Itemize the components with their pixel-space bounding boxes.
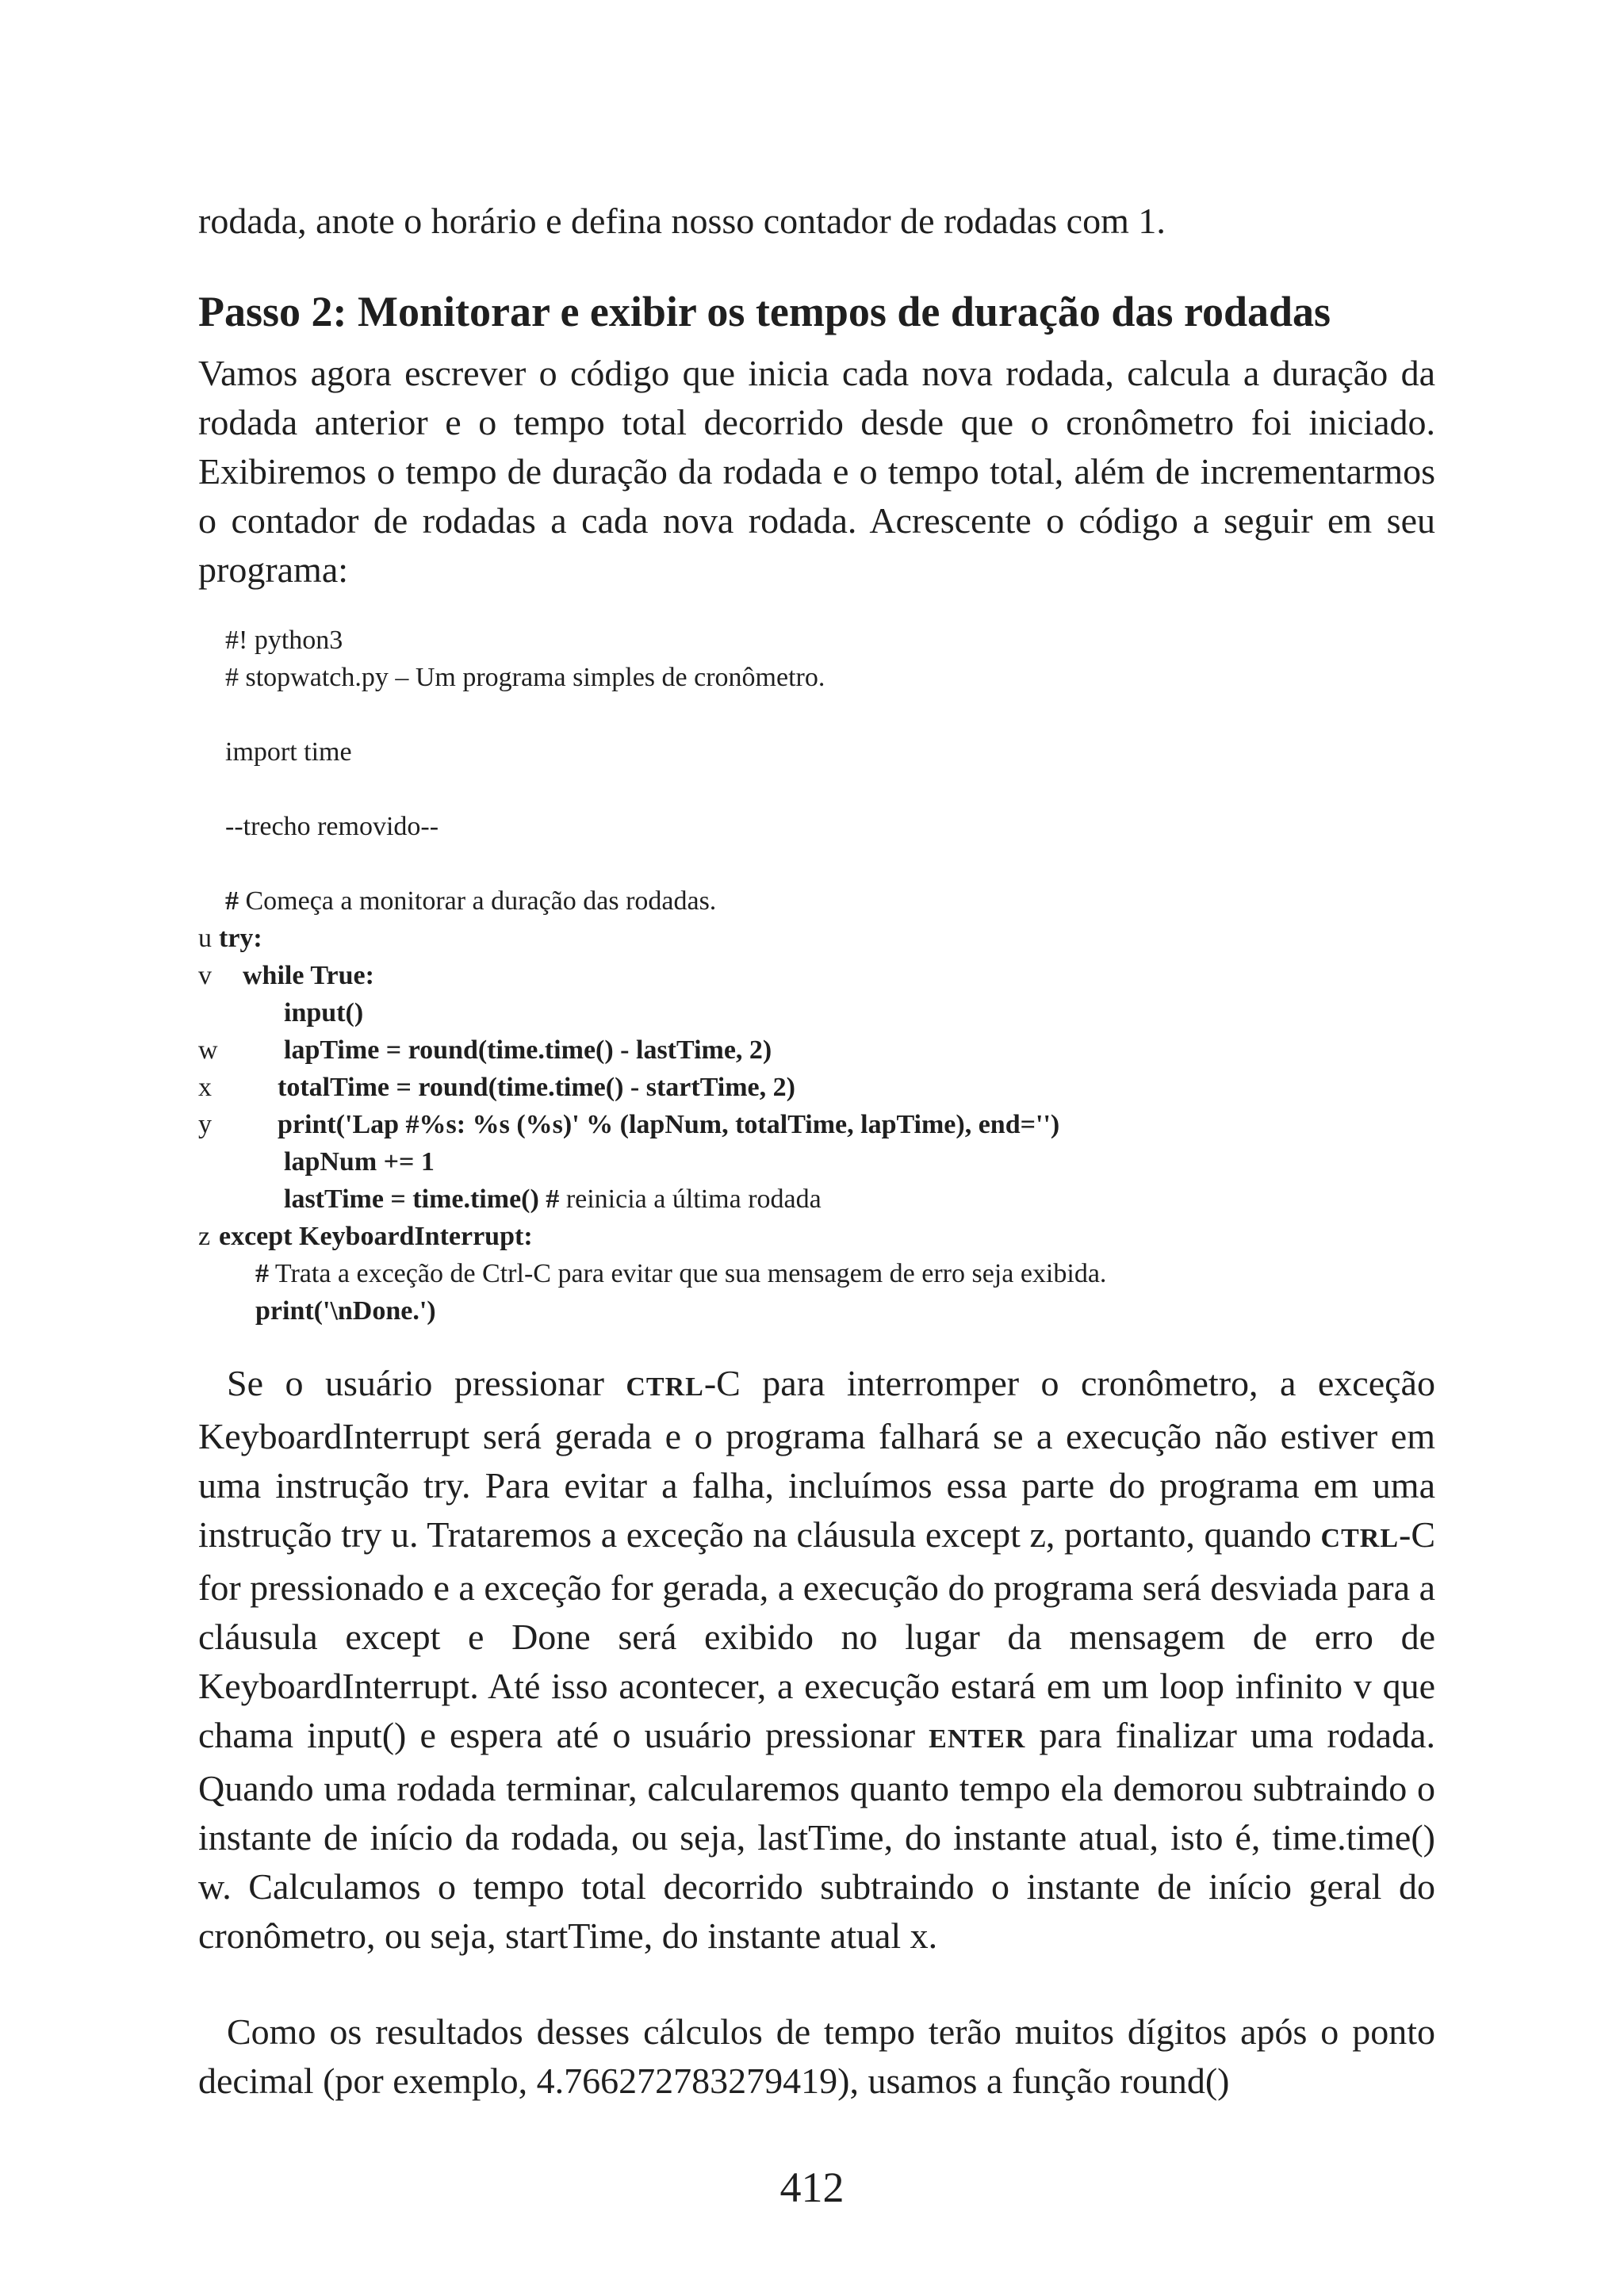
continued-paragraph-line: rodada, anote o horário e defina nosso contador de rodadas com 1. — [198, 201, 1166, 241]
code-line: w lapTime = round(time.time() - lastTime, 2) — [198, 1031, 1435, 1069]
code-line: y print('Lap #%s: %s (%s)' % (lapNum, totalTime, lapTime), end='') — [198, 1106, 1435, 1143]
code-line: import time — [225, 737, 352, 767]
code-line: print('\nDone.') — [255, 1296, 436, 1326]
code-line: input() — [284, 998, 364, 1027]
code-line: #! python3 — [225, 626, 343, 655]
code-blank-line — [198, 696, 1435, 733]
code-annotation-marker: w — [198, 1035, 218, 1065]
rounding-paragraph: Como os resultados desses cálculos de tempo terão muitos dígitos após o ponto decimal (por exemplo, 4.766272783279419), usamos a função round() — [198, 2011, 1435, 2101]
key-name: CTRL — [1320, 1524, 1399, 1553]
page-number: 412 — [779, 2164, 845, 2211]
code-line: u try: — [198, 920, 1435, 957]
code-listing — [198, 622, 1435, 1330]
code-line: lastTime = time.time() # reinicia a última rodada — [284, 1184, 822, 1214]
code-line: # Começa a monitorar a duração das rodadas. — [225, 886, 717, 916]
key-name: ENTER — [929, 1724, 1026, 1754]
code-annotation-marker: z — [198, 1222, 211, 1251]
intro-paragraph: Vamos agora escrever o código que inicia cada nova rodada, calcula a duração da rodada anterior e o tempo total decorrido desde que o cronômetro foi iniciado. Exibiremos o tempo de duração da rodada e o tempo total, além de incrementarmos o contador de rodadas a cada nova rodada. Acrescente o código a seguir em seu programa: — [198, 353, 1435, 590]
code-annotation-marker: u — [198, 924, 212, 953]
code-line: --trecho removido-- — [225, 812, 439, 841]
code-line: z except KeyboardInterrupt: — [198, 1218, 1435, 1255]
code-line: # stopwatch.py – Um programa simples de cronômetro. — [225, 663, 825, 692]
code-line: lapNum += 1 — [284, 1147, 435, 1177]
key-name: CTRL — [626, 1372, 704, 1402]
code-blank-line — [198, 771, 1435, 808]
code-blank-line — [198, 845, 1435, 882]
code-line: # Trata a exceção de Ctrl-C para evitar que sua mensagem de erro seja exibida. — [255, 1259, 1107, 1288]
code-line: x totalTime = round(time.time() - startTime, 2) — [198, 1069, 1435, 1106]
code-line: v while True: — [198, 957, 1435, 994]
code-annotation-marker: y — [198, 1110, 212, 1139]
code-annotation-marker: x — [198, 1073, 212, 1102]
explanation-paragraph: Se o usuário pressionar CTRL-C para interromper o cronômetro, a exceção KeyboardInterrupt será gerada e o programa falhará se a execução não estiver em uma instrução try. Para evitar a falha, incluímos essa parte do programa em uma instrução try u. Trataremos a exceção na cláusula except z, portanto, quando CTRL-C for pressionado e a exceção for gerada, a execução do programa será desviada para a cláusula except e Done será exibido no lugar da mensagem de erro de KeyboardInterrupt. Até isso acontecer, a execução estará em um loop infinito v que chama input() e espera até o usuário pressionar ENTER para finalizar uma rodada. Quando uma rodada terminar, calcularemos quanto tempo ela demorou subtraindo o instante de início da rodada, ou seja, lastTime, do instante atual, isto é, time.time() w. Calculamos o tempo total decorrido subtraindo o instante de início geral do cronômetro, ou seja, startTime, do instante atual x. — [198, 1363, 1436, 1956]
section-heading: Passo 2: Monitorar e exibir os tempos de duração das rodadas — [198, 288, 1331, 335]
code-annotation-marker: v — [198, 961, 212, 990]
